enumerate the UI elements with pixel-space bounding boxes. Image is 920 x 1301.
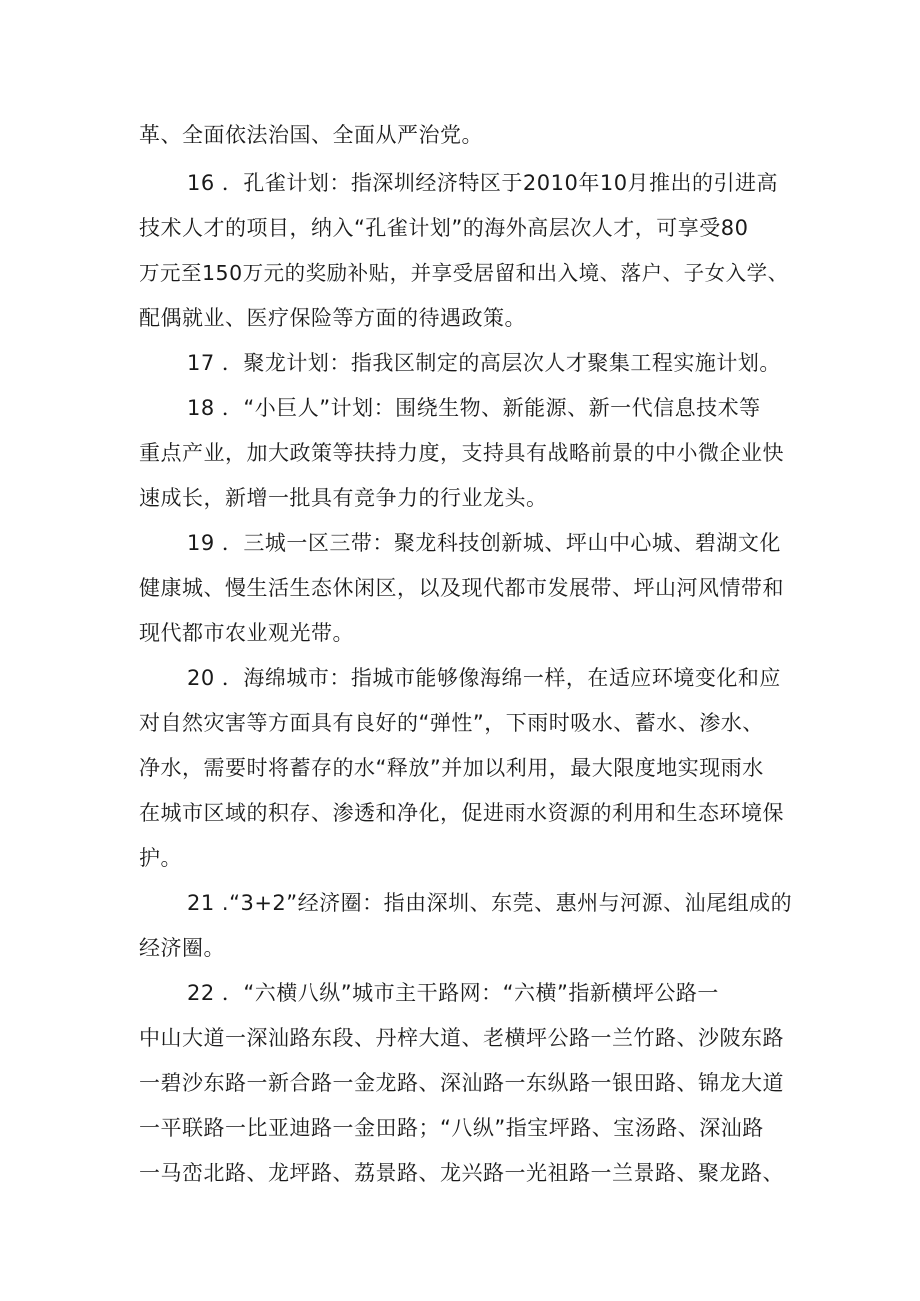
item-21-line-2: 经济圈。 — [139, 936, 225, 960]
item-19-line-1: 19 ．三城一区三带：聚龙科技创新城、坪山中心城、碧湖文化 — [187, 531, 781, 555]
item-20-line-1: 20 ．海绵城市：指城市能够像海绵一样，在适应环境变化和应 — [187, 666, 781, 690]
item-20-line-4: 在城市区域的积存、渗透和净化，促进雨水资源的利用和生态环境保 — [139, 801, 784, 825]
item-22-line-1: 22 ．“六横八纵”城市主干路网：“六横”指新横坪公路一 — [187, 981, 719, 1005]
item-21-line-1: 21 .“3+2”经济圈：指由深圳、东莞、惠州与河源、汕尾组成的 — [187, 891, 793, 915]
item-16-line-1: 16 ．孔雀计划：指深圳经济特区于2010年10月推出的引进高 — [187, 171, 779, 195]
item-18-line-1: 18 ．“小巨人”计划：围绕生物、新能源、新一代信息技术等 — [187, 396, 761, 420]
item-22-line-3: 一碧沙东路一新合路一金龙路、深汕路一东纵路一银田路、锦龙大道 — [139, 1071, 784, 1095]
item-22-line-4: 一平联路一比亚迪路一金田路；“八纵”指宝坪路、宝汤路、深汕路 — [139, 1116, 764, 1140]
item-16-line-3: 万元至150万元的奖励补贴，并享受居留和出入境、落户、子女入学、 — [139, 261, 789, 285]
item-16-line-4: 配偶就业、医疗保险等方面的待遇政策。 — [139, 306, 526, 330]
paragraph-15-continuation: 革、全面依法治国、全面从严治党。 — [139, 123, 483, 147]
item-20-line-3: 净水，需要时将蓄存的水“释放”并加以利用，最大限度地实现雨水 — [139, 756, 764, 780]
item-20-line-5: 护。 — [139, 846, 182, 870]
item-22-line-2: 中山大道一深汕路东段、丹梓大道、老横坪公路一兰竹路、沙陂东路 — [139, 1026, 784, 1050]
item-19-line-3: 现代都市农业观光带。 — [139, 621, 354, 645]
item-17-line-1: 17 ．聚龙计划：指我区制定的高层次人才聚集工程实施计划。 — [187, 351, 781, 375]
item-16-line-2: 技术人才的项目，纳入“孔雀计划”的海外高层次人才，可享受80 — [139, 216, 749, 240]
item-19-line-2: 健康城、慢生活生态休闲区，以及现代都市发展带、坪山河风情带和 — [139, 576, 784, 600]
item-20-line-2: 对自然灾害等方面具有良好的“弹性”，下雨时吸水、蓄水、渗水、 — [139, 711, 764, 735]
item-22-line-5: 一马峦北路、龙坪路、荔景路、龙兴路一光祖路一兰景路、聚龙路、 — [139, 1161, 784, 1185]
item-18-line-2: 重点产业，加大政策等扶持力度，支持具有战略前景的中小微企业快 — [139, 441, 784, 465]
item-18-line-3: 速成长，新增一批具有竞争力的行业龙头。 — [139, 486, 548, 510]
